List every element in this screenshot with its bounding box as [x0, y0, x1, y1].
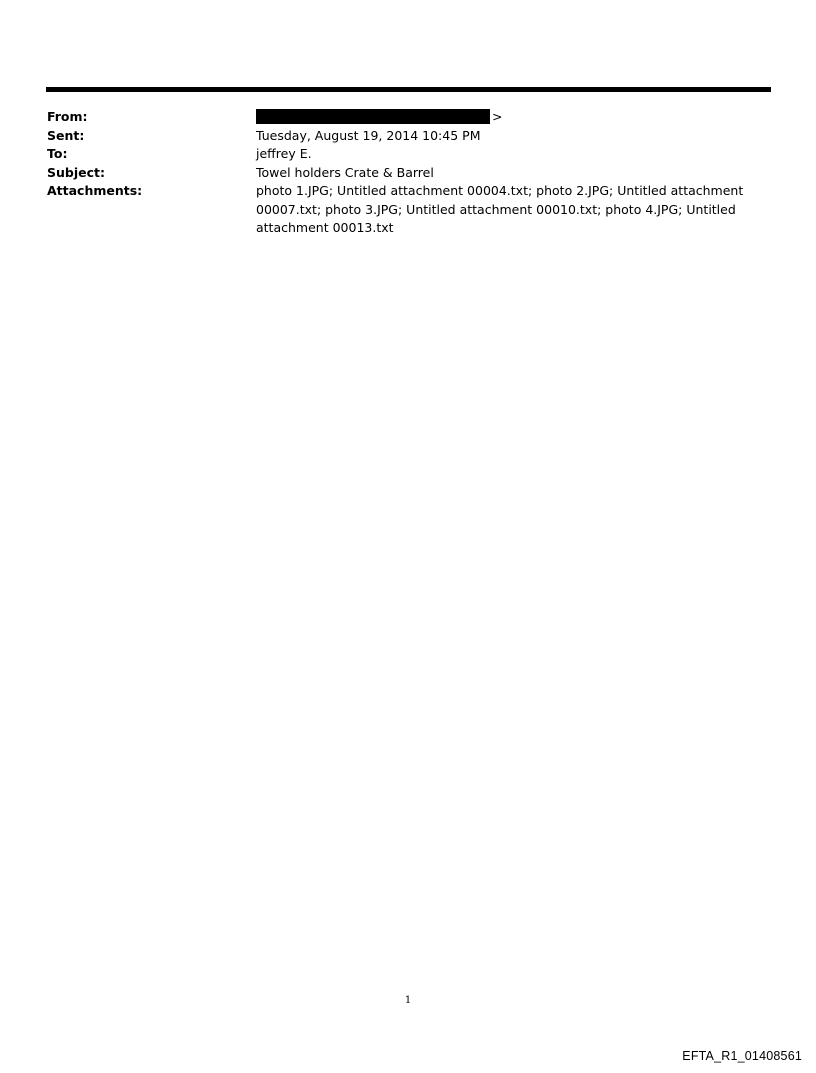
from-value: [256, 108, 747, 127]
to-row: [47, 145, 747, 164]
to-value: jeffrey E.: [256, 146, 312, 161]
bates-number: EFTA_R1_01408561: [682, 1049, 802, 1063]
redaction-box: [256, 109, 490, 124]
sent-value: Tuesday, August 19, 2014 10:45 PM: [256, 127, 481, 143]
from-label: From:: [47, 109, 88, 124]
sent-row: [47, 127, 747, 146]
subject-row: [47, 164, 747, 183]
from-row: [47, 108, 747, 127]
attachments-value: photo 1.JPG; Untitled attachment 00004.txt; photo 2.JPG; Untitled attachment 00007.txt; photo 3.JPG; Untitled attachment 00010.txt; photo 4.JPG; Untitled attachment 00013.txt: [256, 183, 744, 235]
sent-label: Sent:: [47, 127, 85, 143]
from-suffix: >: [492, 109, 503, 124]
attachments-row: [47, 182, 747, 238]
subject-label: Subject:: [47, 164, 105, 180]
subject-value: Towel holders Crate & Barrel: [256, 164, 434, 180]
attachments-label: Attachments:: [47, 183, 143, 198]
email-header: [47, 108, 747, 238]
to-label: To:: [47, 146, 68, 161]
page-number: 1: [404, 995, 412, 1006]
top-divider-rule: [46, 87, 771, 92]
